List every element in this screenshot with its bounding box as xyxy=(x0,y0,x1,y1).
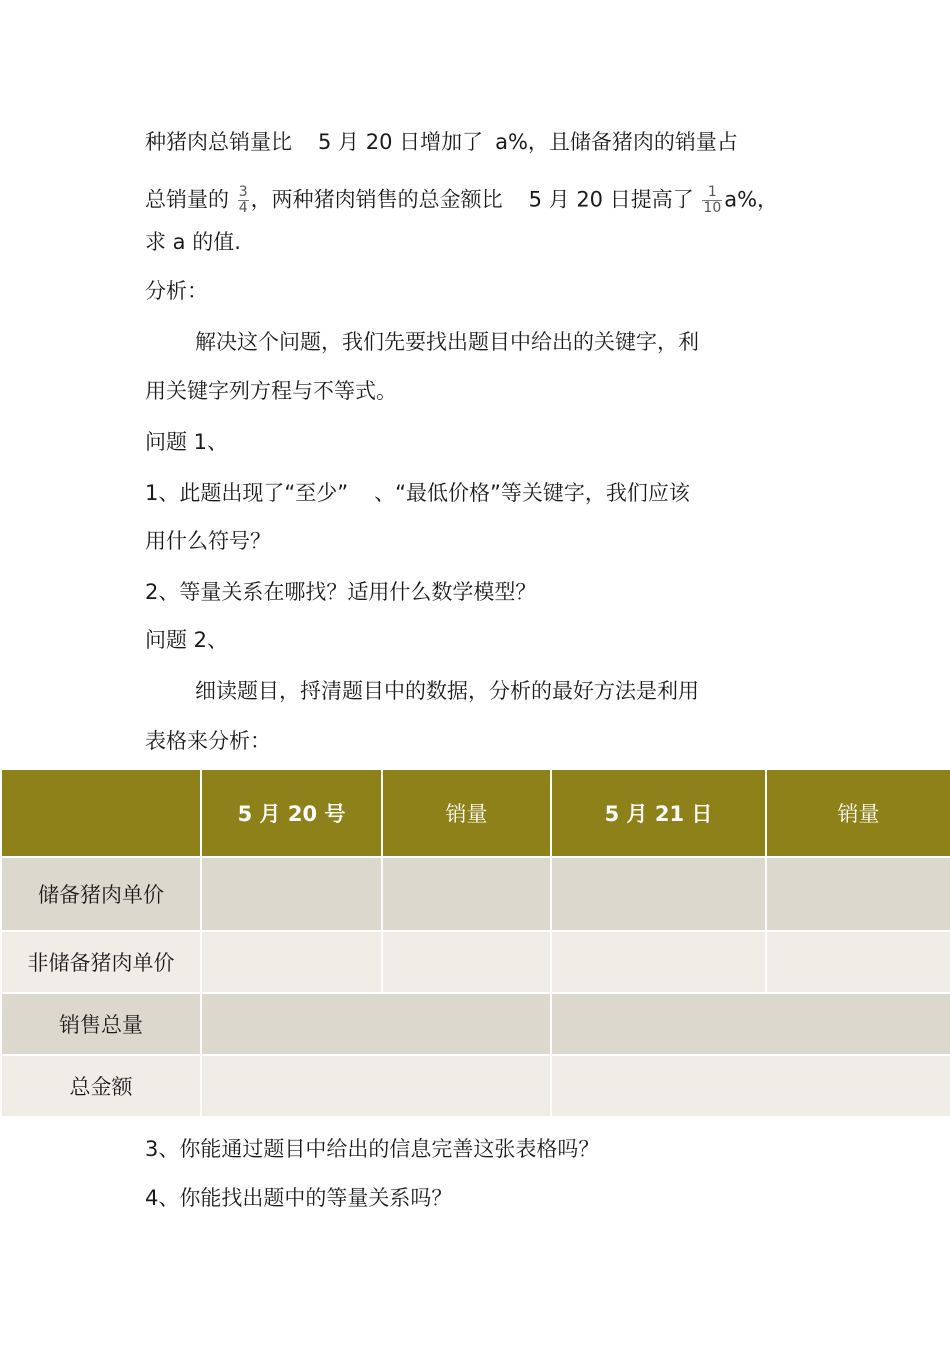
table-header-cell: 5 月 21 日 xyxy=(551,769,766,857)
followup-question-3: 3、你能通过题目中给出的信息完善这张表格吗？ xyxy=(145,1137,600,1161)
text: 、“最低价格”等关键字，我们应该 xyxy=(374,481,690,505)
table-cell xyxy=(551,993,950,1055)
problem-line-1 xyxy=(145,128,738,156)
fraction-three-quarters xyxy=(238,185,249,216)
table-cell xyxy=(382,931,551,993)
text: 种猪肉总销量比 xyxy=(145,130,292,154)
table-cell xyxy=(201,857,382,931)
table-cell xyxy=(551,931,766,993)
question-2-heading: 问题 2、 xyxy=(145,628,229,652)
question-1-item-1a xyxy=(145,479,690,507)
analysis-para-1a: 解决这个问题，我们先要找出题目中给出的关键字，利 xyxy=(195,330,699,354)
text: ，两种猪肉销售的总金额比 xyxy=(250,187,503,212)
numerator: 1 xyxy=(702,185,722,201)
analysis-para-2a: 细读题目，捋清题目中的数据，分析的最好方法是利用 xyxy=(195,679,699,703)
numerator: 3 xyxy=(238,184,248,200)
table-header-cell: 5 月 20 号 xyxy=(201,769,382,857)
problem-line-2 xyxy=(145,185,778,216)
table-row xyxy=(1,1055,950,1117)
text: a%，且储备猪肉的销量占 xyxy=(495,130,738,154)
denominator: 4 xyxy=(238,200,248,216)
analysis-heading: 分析： xyxy=(145,279,208,303)
text: 5 月 20 日增加了 xyxy=(318,130,484,154)
table-cell xyxy=(551,1055,950,1117)
question-1-item-1b: 用什么符号？ xyxy=(145,529,271,553)
table-header-cell: 销量 xyxy=(766,769,950,857)
table-row xyxy=(1,857,950,931)
table-row-label: 非储备猪肉单价 xyxy=(1,931,201,993)
analysis-para-1b: 用关键字列方程与不等式。 xyxy=(145,379,397,403)
followup-question-4: 4、你能找出题中的等量关系吗？ xyxy=(145,1186,453,1210)
text: a%， xyxy=(724,187,779,212)
question-1-item-2: 2、等量关系在哪找？适用什么数学模型？ xyxy=(145,580,537,604)
table-cell xyxy=(201,931,382,993)
table-header-cell: 销量 xyxy=(382,769,551,857)
table-row xyxy=(1,931,950,993)
table-cell xyxy=(766,857,950,931)
analysis-table xyxy=(0,768,950,1118)
table-row-label: 储备猪肉单价 xyxy=(1,857,201,931)
table-row xyxy=(1,993,950,1055)
table-cell xyxy=(201,1055,551,1117)
text: 总销量的 xyxy=(145,187,229,212)
fraction-one-tenth xyxy=(702,185,722,216)
table-cell xyxy=(551,857,766,931)
table-header-row xyxy=(1,769,950,857)
table-cell xyxy=(382,857,551,931)
question-1-heading: 问题 1、 xyxy=(145,430,229,454)
table-header-cell xyxy=(1,769,201,857)
text: 1、此题出现了“至少” xyxy=(145,481,349,505)
denominator: 10 xyxy=(703,200,722,216)
table-row-label: 总金额 xyxy=(1,1055,201,1117)
table-cell xyxy=(766,931,950,993)
analysis-para-2b: 表格来分析： xyxy=(145,729,271,753)
problem-line-3: 求 a 的值. xyxy=(145,230,241,254)
table-cell xyxy=(201,993,551,1055)
table-row-label: 销售总量 xyxy=(1,993,201,1055)
text: 5 月 20 日提高了 xyxy=(528,187,694,212)
